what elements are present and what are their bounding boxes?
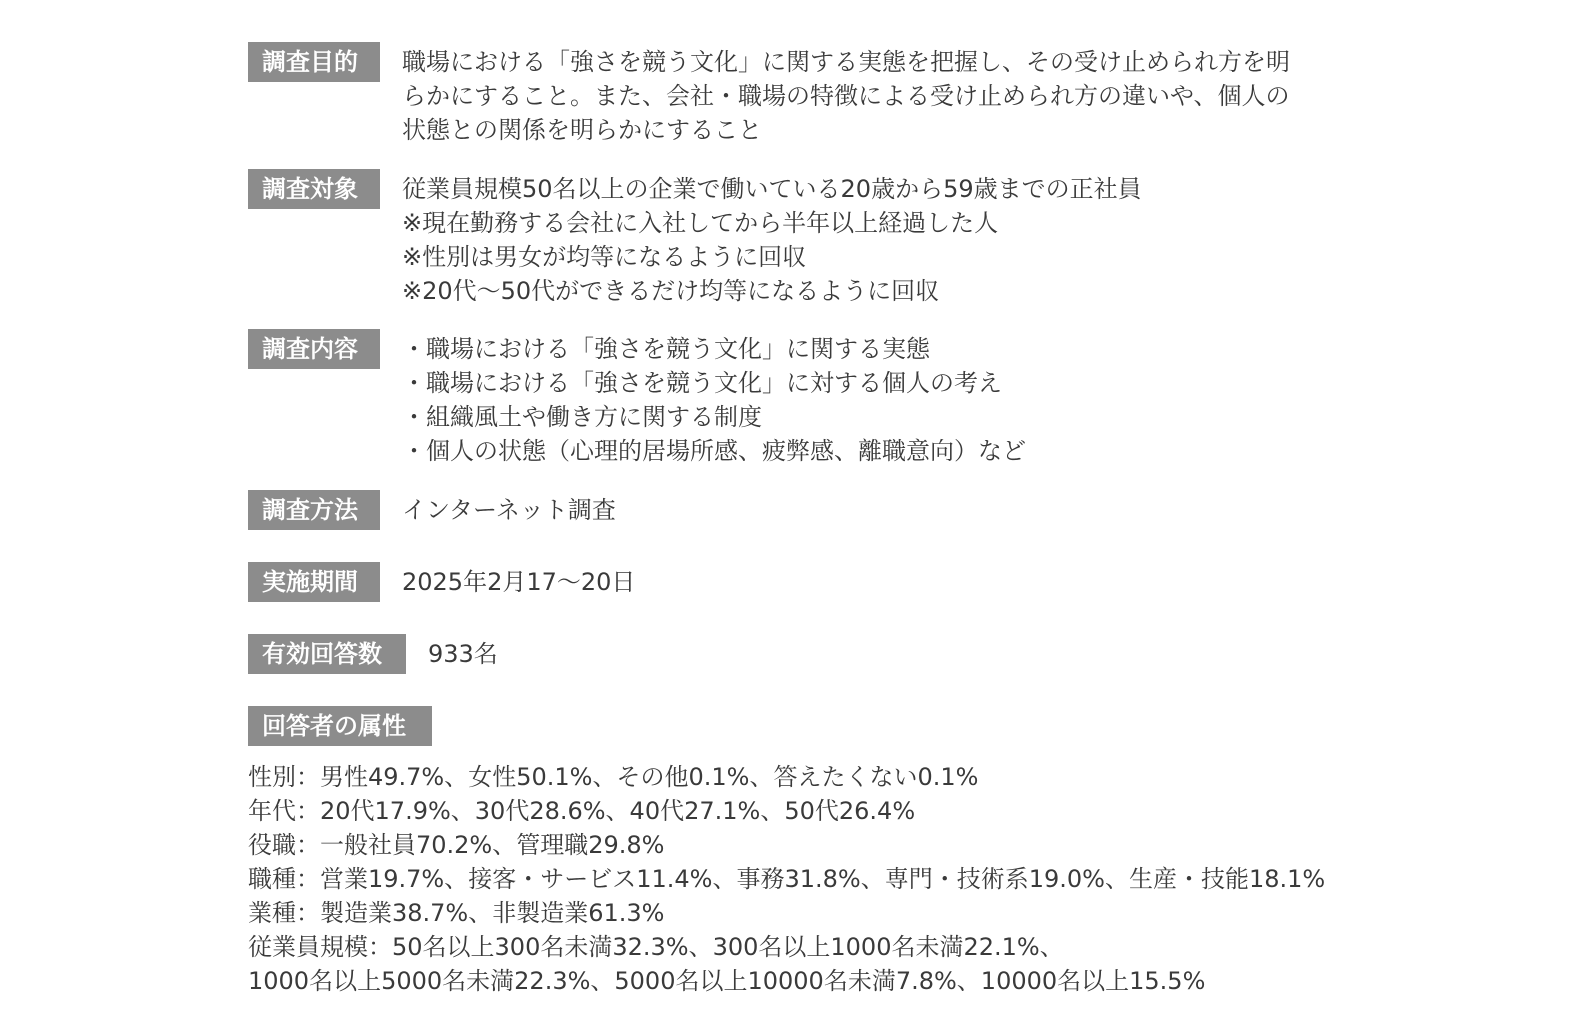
section-target (248, 169, 1142, 308)
section-valid-responses-label: 有効回答数 (248, 634, 406, 674)
section-target-line: 従業員規模50名以上の企業で働いている20歳から59歳までの正社員 (402, 175, 1142, 203)
section-method-label: 調査方法 (248, 490, 380, 530)
section-attributes-label: 回答者の属性 (248, 706, 432, 746)
section-content-line: ・組織風土や働き方に関する制度 (402, 403, 762, 431)
section-content (248, 329, 1026, 468)
section-content-line: ・職場における「強さを競う文化」に関する実態 (402, 335, 930, 363)
section-content-label: 調査内容 (248, 329, 380, 369)
section-period-line: 2025年2月17～20日 (402, 568, 636, 596)
section-purpose (248, 42, 1290, 147)
attributes-list (248, 760, 1325, 998)
section-method-line: インターネット調査 (402, 496, 616, 524)
attribute-line-gender: 性別：男性49.7%、女性50.1%、その他0.1%、答えたくない0.1% (248, 763, 979, 791)
section-purpose-line: 状態との関係を明らかにすること (402, 116, 762, 144)
section-valid-responses-content (428, 637, 498, 671)
section-target-label: 調査対象 (248, 169, 380, 209)
attribute-line-position: 役職：一般社員70.2%、管理職29.8% (248, 831, 665, 859)
section-content-line: ・個人の状態（心理的居場所感、疲弊感、離職意向）など (402, 437, 1026, 465)
section-content-content (402, 332, 1026, 468)
section-attributes (248, 706, 432, 746)
section-target-line: ※20代～50代ができるだけ均等になるように回収 (402, 277, 940, 305)
section-period-content (402, 565, 635, 599)
section-period-label: 実施期間 (248, 562, 380, 602)
section-purpose-content (402, 45, 1290, 147)
attribute-line-company-size-cont: 1000名以上5000名未満22.3%、5000名以上10000名未満7.8%、10000名以上15.5% (248, 967, 1206, 995)
section-target-content (402, 172, 1142, 308)
section-target-line: ※性別は男女が均等になるように回収 (402, 243, 807, 271)
section-target-line: ※現在勤務する会社に入社してから半年以上経過した人 (402, 209, 999, 237)
section-valid-responses-line: 933名 (428, 640, 498, 668)
attribute-line-age: 年代：20代17.9%、30代28.6%、40代27.1%、50代26.4% (248, 797, 916, 825)
section-purpose-label: 調査目的 (248, 42, 380, 82)
section-purpose-line: 職場における「強さを競う文化」に関する実態を把握し、その受け止められ方を明 (402, 48, 1290, 76)
attribute-line-industry: 業種：製造業38.7%、非製造業61.3% (248, 899, 665, 927)
section-purpose-line: らかにすること。また、会社・職場の特徴による受け止められ方の違いや、個人の (402, 82, 1290, 110)
section-method (248, 490, 616, 530)
section-content-line: ・職場における「強さを競う文化」に対する個人の考え (402, 369, 1002, 397)
attribute-line-job-type: 職種：営業19.7%、接客・サービス11.4%、事務31.8%、専門・技術系19.0%、生産・技能18.1% (248, 865, 1326, 893)
attribute-line-company-size: 従業員規模：50名以上300名未満32.3%、300名以上1000名未満22.1%、 (248, 933, 1064, 961)
section-period (248, 562, 635, 602)
section-method-content (402, 493, 616, 527)
section-valid-responses (248, 634, 498, 674)
